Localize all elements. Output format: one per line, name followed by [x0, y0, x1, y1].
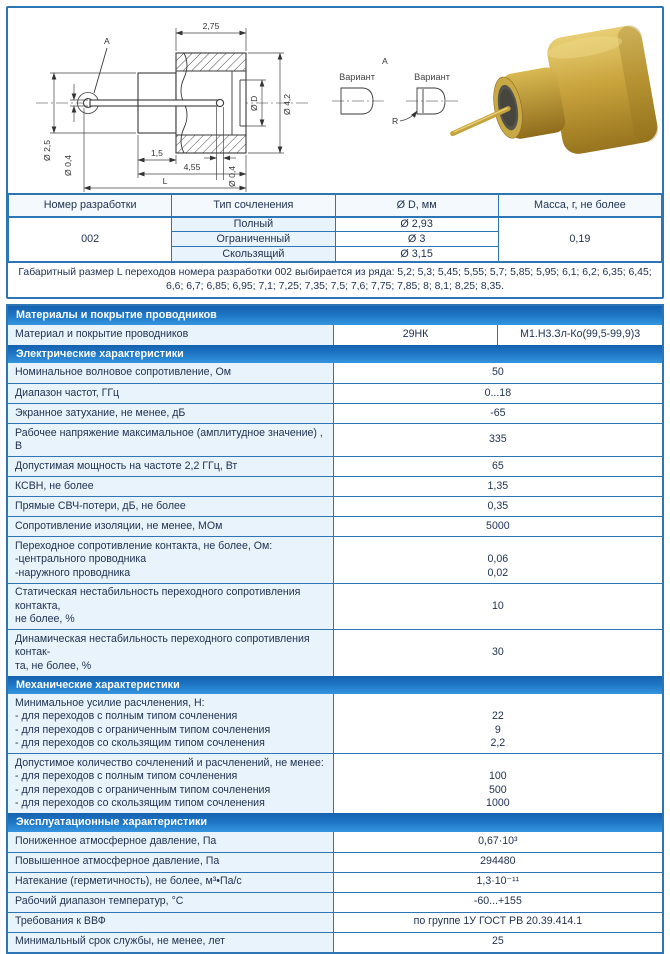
row-label: КСВН, не более: [8, 477, 334, 496]
row-value: 0,06 0,02: [487, 553, 509, 579]
row-value: -65: [490, 406, 506, 419]
row-label: Пониженное атмосферное давление, Па: [8, 832, 334, 852]
datasheet-page: [6, 6, 664, 954]
variant-left-label: Вариант: [339, 72, 375, 82]
table-row: [8, 403, 662, 423]
dim-dia-0-4-right: Ø 0,4: [227, 165, 237, 187]
callout-a-label: А: [104, 36, 110, 46]
table-row: [8, 536, 662, 583]
section-header: Эксплуатационные характеристики: [8, 813, 662, 832]
row-label: Сопротивление изоляции, не менее, МОм: [8, 517, 334, 536]
row-value: 335: [489, 433, 507, 446]
table-row: [8, 694, 662, 753]
row-value: 100 500 1000: [486, 770, 510, 809]
technical-drawing: [8, 8, 662, 192]
row-label: Номинальное волновое сопротивление, Ом: [8, 363, 334, 383]
row-label: Допустимое количество сочленений и расчленений, не менее: - для переходов с полным типом сочленения - для переходов с ограниченным типом сочленения - для переходов со скользящим типом сочленения: [8, 754, 334, 813]
joint-type-cell: Полный: [172, 217, 335, 232]
row-value: 29НК: [402, 327, 429, 340]
row-value: 294480: [480, 855, 516, 868]
diameter-cell: Ø 3,15: [335, 247, 498, 262]
row-value: 1,35: [487, 479, 509, 492]
row-value: 1,3·10⁻¹¹: [476, 875, 520, 888]
dim-dia-2-5: Ø 2,5: [42, 139, 52, 161]
table-row: [8, 363, 662, 383]
row-value: 0,35: [487, 499, 509, 512]
table-row: [8, 516, 662, 536]
table-row: [8, 852, 662, 872]
table-row: [8, 832, 662, 852]
row-value: 50: [491, 366, 504, 379]
dim-flange-len: 1,5: [151, 148, 163, 158]
row-label: Допустимая мощность на частоте 2,2 ГГц, Вт: [8, 457, 334, 476]
row-value: 0...18: [484, 386, 512, 399]
dim-total-len: L: [162, 176, 168, 186]
row-label: Переходное сопротивление контакта, не более, Ом: -центрального проводника -наружного проводника: [8, 537, 334, 583]
table-row: [8, 325, 662, 345]
dev-number-cell: 002: [9, 217, 172, 262]
dim-body-len: 4,55: [183, 162, 201, 172]
characteristics-table: [6, 304, 664, 954]
row-label: Материал и покрытие проводников: [8, 325, 334, 345]
row-value: 10: [491, 599, 504, 612]
row-value: М1.Н3.Зл-Ко(99,5-99,9)3: [497, 325, 662, 345]
note-line: 6,6; 6,7; 6,85; 6,95; 7,1; 7,25; 7,35; 7,5; 7,6; 7,75; 7,85; 8; 8,1; 8,25; 8,35.: [166, 280, 504, 292]
row-label: Минимальное усилие расчленения, Н: - для переходов с полным типом сочленения - для переходов с ограниченным типом сочленения - для переходов со скользящим типом сочленения: [8, 694, 334, 753]
col-header-diameter: Ø D, мм: [335, 195, 498, 217]
connector-photo: [439, 24, 659, 175]
variant-right-label: Вариант: [414, 72, 450, 82]
table-row: [8, 583, 662, 630]
joint-type-cell: Скользящий: [172, 247, 335, 262]
row-label: Рабочий диапазон температур, °С: [8, 893, 334, 912]
cross-section-view: [36, 21, 310, 192]
view-a-label: А: [382, 56, 388, 66]
row-value: -60...+155: [473, 895, 522, 908]
row-value: 30: [491, 646, 504, 658]
table-row: [8, 456, 662, 476]
dim-top-width: 2,75: [202, 21, 220, 31]
table-row: [8, 892, 662, 912]
table-row: [8, 912, 662, 932]
top-frame: [6, 6, 664, 299]
row-label: Натекание (герметичность), не более, м³•Па/с: [8, 873, 334, 892]
table-row: [8, 932, 662, 952]
row-label: Рабочее напряжение максимальное (амплитудное значение) , В: [8, 424, 334, 456]
row-label: Динамическая нестабильность переходного сопротивления контак- та, не более, %: [8, 630, 334, 676]
col-header-joint-type: Тип сочленения: [172, 195, 335, 217]
table-row: [8, 496, 662, 516]
row-label: Диапазон частот, ГГц: [8, 384, 334, 403]
table-row: [8, 753, 662, 813]
table-row: [8, 629, 662, 676]
diameter-cell: Ø 3: [335, 232, 498, 247]
row-value: 65: [491, 459, 504, 472]
joint-type-cell: Ограниченный: [172, 232, 335, 247]
col-header-mass: Масса, г, не более: [498, 195, 661, 217]
spec-table-header-row: [9, 195, 662, 217]
variant-views: [332, 56, 460, 126]
row-label: Прямые СВЧ-потери, дБ, не более: [8, 497, 334, 516]
drawing-panel: [8, 8, 662, 194]
table-row: [8, 476, 662, 496]
row-label: Требования к ВВФ: [8, 913, 334, 932]
row-value: 5000: [486, 519, 510, 532]
dim-dia-d: Ø D: [249, 95, 259, 111]
row-label: Минимальный срок службы, не менее, лет: [8, 933, 334, 952]
mass-cell: 0,19: [498, 217, 661, 262]
row-label: Повышенное атмосферное давление, Па: [8, 853, 334, 872]
diameter-cell: Ø 2,93: [335, 217, 498, 232]
row-label: Статическая нестабильность переходного сопротивления контакта, не более, %: [8, 584, 334, 630]
spec-table: [8, 194, 662, 262]
row-value: 25: [491, 935, 504, 948]
note-line: Габаритный размер L переходов номера разработки 002 выбирается из ряда: 5,2; 5,3; 5,45; 5,55; 5,7; 5,85; 5,95; 6,1; 6,2; 6,35; 6,45;: [18, 267, 652, 278]
row-value: 22 9 2,2: [490, 710, 506, 749]
row-value: по группе 1У ГОСТ РВ 20.39.414.1: [413, 915, 583, 928]
dim-dia-4-2: Ø 4,2: [282, 93, 292, 115]
col-header-dev-number: Номер разработки: [9, 195, 172, 217]
section-header: Механические характеристики: [8, 676, 662, 695]
row-value: 0,67·10³: [478, 834, 518, 847]
table-row: [8, 872, 662, 892]
section-header: Электрические характеристики: [8, 345, 662, 364]
table-row: [8, 423, 662, 456]
section-header: Материалы и покрытие проводников: [8, 306, 662, 325]
table-row: [9, 217, 662, 232]
dimension-note: [8, 262, 662, 297]
row-label: Экранное затухание, не менее, дБ: [8, 404, 334, 423]
radius-label: R: [392, 116, 399, 126]
dim-dia-0-4-left: Ø 0,4: [63, 154, 73, 176]
table-row: [8, 383, 662, 403]
